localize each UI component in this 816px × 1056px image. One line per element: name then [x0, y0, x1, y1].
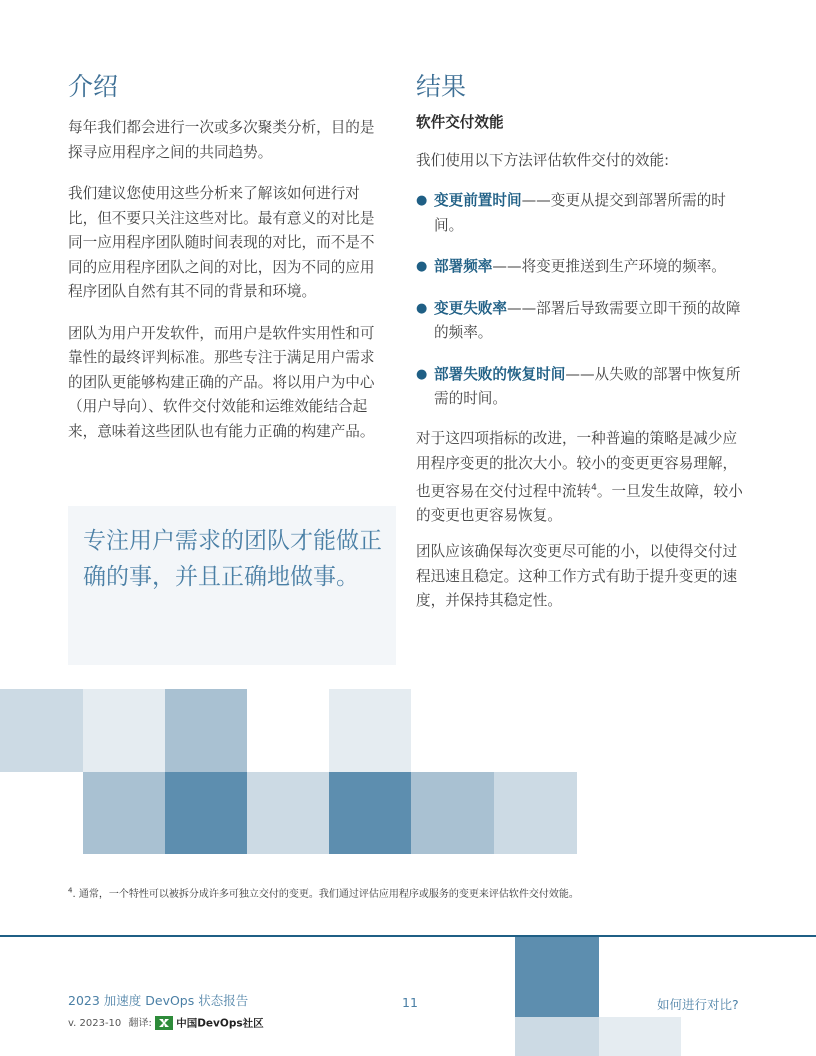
tile: [329, 689, 411, 772]
tile: [411, 772, 494, 854]
tile: [165, 772, 247, 854]
metric-item: [416, 255, 751, 280]
metric-description: ——从失败的部署中恢复所需的时间。: [434, 365, 741, 407]
results-lead: 我们使用以下方法评估软件交付的效能:: [416, 152, 670, 169]
footer-tile: [515, 1017, 599, 1056]
bullet-icon: ●: [416, 366, 428, 382]
report-title: 2023 加速度 DevOps 状态报告: [68, 993, 249, 1008]
results-paragraph-1: [416, 427, 750, 529]
intro-paragraph-1: 每年我们都会进行一次或多次聚类分析，目的是探寻应用程序之间的共同趋势。: [68, 119, 375, 161]
pull-quote-box: [68, 506, 396, 665]
metric-term: 变更失败率: [434, 299, 507, 317]
version: v. 2023-10: [68, 1018, 122, 1029]
footnote: [68, 885, 579, 900]
intro-body: [68, 116, 386, 444]
results-paragraph-1-part-b: 。一旦发生故障，较小的变更也更容易恢复。: [416, 482, 743, 525]
metric-item: [416, 297, 751, 346]
devops-community-logo-icon: [155, 1016, 173, 1030]
translator-label: 翻译:: [128, 1018, 152, 1029]
results-paragraph-2: 团队应该确保每次变更尽可能的小，以使得交付过程迅速且稳定。这种工作方式有助于提升变更的速度，并保持其稳定性。: [416, 543, 738, 609]
intro-paragraph-3: 团队为用户开发软件，而用户是软件实用性和可靠性的最终评判标准。那些专注于满足用户需求的团队更能够构建正确的产品。将以用户为中心（用户导向）、软件交付效能和运维效能结合起来，意味着这些团队也有能力正确的构建产品。: [68, 324, 375, 440]
tile: [247, 772, 329, 854]
metric-description: ——将变更推送到生产环境的频率。: [492, 258, 726, 275]
metric-term: 变更前置时间: [434, 192, 522, 209]
metric-term: 部署频率: [434, 258, 493, 275]
bullet-icon: ●: [416, 259, 428, 274]
metrics-list: [416, 189, 751, 429]
results-subheading: 软件交付效能: [416, 114, 504, 131]
tile: [165, 689, 247, 772]
metric-description: ——变更从提交到部署所需的时间。: [434, 192, 726, 234]
footnote-ref[interactable]: 4: [591, 483, 597, 493]
tile: [83, 689, 165, 772]
footer-divider: [0, 935, 816, 937]
intro-heading: 介绍: [68, 72, 119, 101]
results-paragraph-1-part-a: 对于这四项指标的改进，一种普遍的策略是减少应用程序变更的批次大小。较小的变更更容易理解，也更容易在交付过程中流转: [416, 430, 738, 500]
footer-tile: [515, 937, 599, 1017]
pull-quote: 专注用户需求的团队才能做正确的事，并且正确地做事。: [83, 528, 382, 590]
bullet-icon: ●: [416, 300, 428, 316]
tile: [329, 772, 411, 854]
footnote-text: . 通常，一个特性可以被拆分成许多可独立交付的变更。我们通过评估应用程序或服务的变更来评估软件交付效能。: [72, 889, 579, 900]
section-link[interactable]: 如何进行对比?: [657, 997, 739, 1012]
tile: [83, 772, 165, 854]
metric-description: ——部署后导致需要立即干预的故障的频率。: [434, 299, 741, 341]
results-heading: 结果: [416, 72, 467, 101]
translator-org: 中国DevOps社区: [176, 1017, 264, 1030]
page-number: 11: [402, 995, 418, 1010]
metric-item: [416, 363, 751, 412]
metric-term: 部署失败的恢复时间: [434, 365, 566, 383]
footnote-marker: 4: [68, 886, 73, 895]
version-line: [68, 1014, 264, 1031]
intro-paragraph-2: 我们建议您使用这些分析来了解该如何进行对比，但不要只关注这些对比。最有意义的对比是同一应用程序团队随时间表现的对比，而不是不同的应用程序团队之间的对比，因为不同的应用程序团队自然有其不同的背景和环境。: [68, 185, 375, 300]
tile: [0, 689, 83, 772]
metric-item: [416, 189, 751, 238]
bullet-icon: ●: [416, 193, 428, 208]
footer-tile: [599, 1017, 681, 1056]
tile: [494, 772, 577, 854]
